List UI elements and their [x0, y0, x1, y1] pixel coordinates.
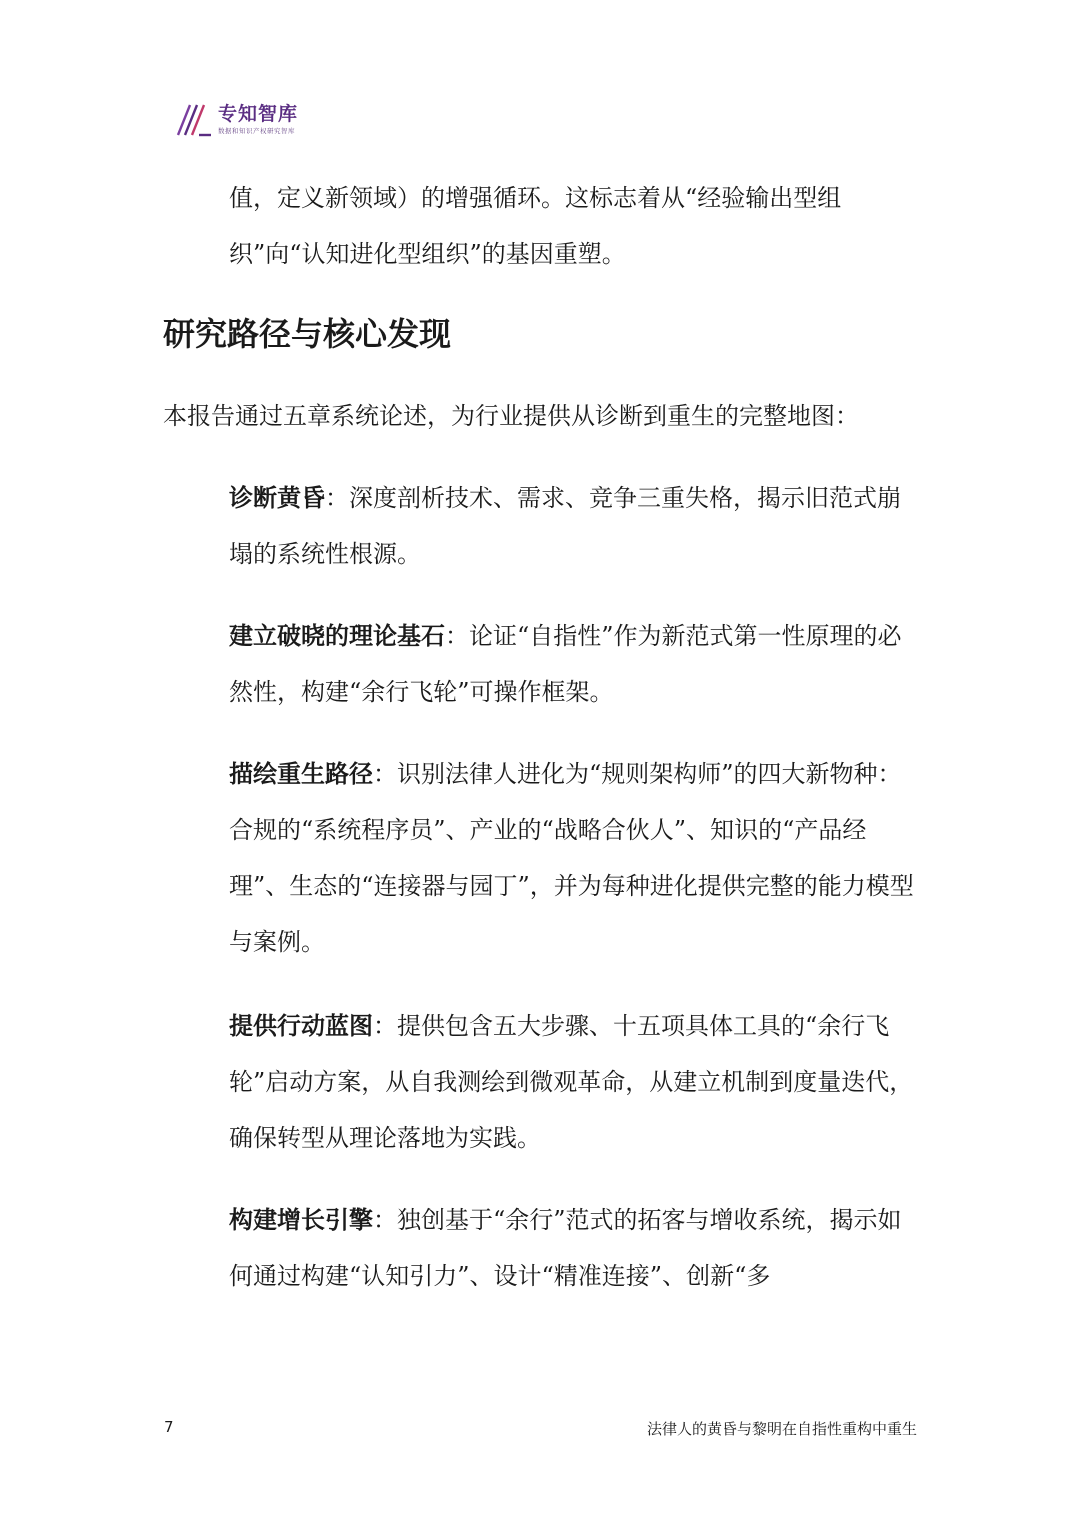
finding-body: 识别法律人进化为“规则架构师”的四大新物种：合规的“系统程序员”、产业的“战略合伙人”、知识的“产品经理”、生态的“连接器与园丁”，并为每种进化提供完整的能力模型与案例。	[229, 760, 914, 956]
finding-title: 构建增长引擎	[229, 1205, 373, 1234]
finding-title: 建立破晓的理论基石	[229, 621, 445, 650]
finding-separator: ：	[325, 484, 349, 512]
finding-body: 论证“自指性”作为新范式第一性原理的必然性，构建“余行飞轮”可操作框架。	[229, 622, 902, 706]
finding-body: 提供包含五大步骤、十五项具体工具的“余行飞轮”启动方案，从自我测绘到微观革命，从建立机制到度量迭代，确保转型从理论落地为实践。	[229, 1012, 914, 1152]
continuation-paragraph: 值，定义新领域）的增强循环。这标志着从“经验输出型组织”向“认知进化型组织”的基因重塑。	[229, 184, 842, 268]
zz-logo-icon	[176, 103, 212, 137]
finding-separator: ：	[445, 622, 469, 650]
section-heading: 研究路径与核心发现	[163, 315, 452, 353]
finding-separator: ：	[373, 1206, 397, 1234]
finding-item	[229, 998, 921, 1166]
finding-title: 提供行动蓝图	[229, 1011, 373, 1040]
finding-body: 独创基于“余行”范式的拓客与增收系统，揭示如何通过构建“认知引力”、设计“精准连接”、创新“多	[229, 1206, 902, 1290]
finding-item	[229, 746, 921, 970]
finding-separator: ：	[373, 1012, 397, 1040]
page-number: 7	[164, 1418, 174, 1436]
section-intro: 本报告通过五章系统论述，为行业提供从诊断到重生的完整地图：	[163, 402, 859, 430]
finding-item	[229, 1192, 921, 1304]
finding-title: 描绘重生路径	[229, 759, 373, 788]
logo-name: 专知智库	[218, 103, 299, 126]
finding-title: 诊断黄昏	[229, 483, 325, 512]
brand-logo	[176, 100, 298, 140]
finding-body: 深度剖析技术、需求、竞争三重失格，揭示旧范式崩塌的系统性根源。	[229, 484, 901, 568]
logo-tagline: 数据和知识产权研究智库	[218, 127, 295, 136]
finding-item	[229, 470, 921, 582]
footer-doc-title: 法律人的黄昏与黎明在自指性重构中重生	[646, 1420, 917, 1438]
finding-item	[229, 608, 921, 720]
finding-separator: ：	[373, 760, 397, 788]
